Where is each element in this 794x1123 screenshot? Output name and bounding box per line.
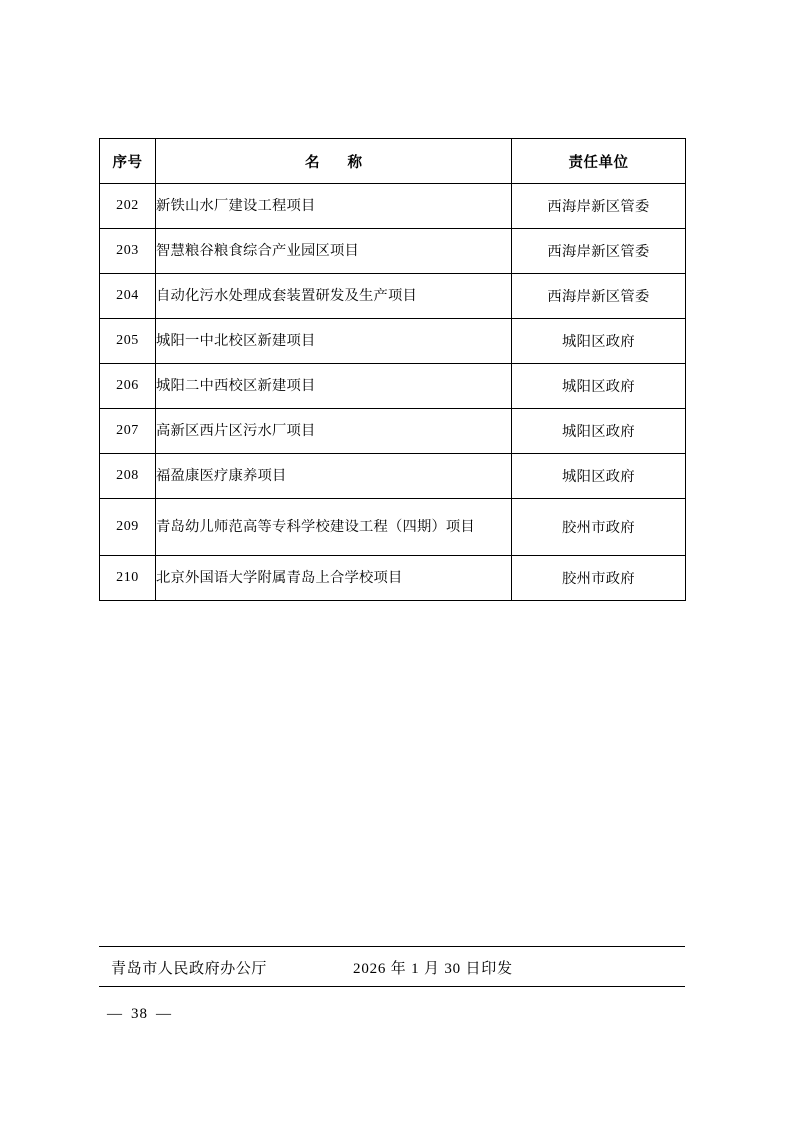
document-footer: [99, 950, 685, 984]
table-row: [100, 364, 686, 409]
cell-name: 城阳一中北校区新建项目: [156, 319, 512, 364]
cell-no: 206: [100, 364, 156, 409]
table-body: [100, 184, 686, 601]
column-header-name-part1: 名: [305, 154, 320, 171]
column-header-unit: 责任单位: [512, 139, 686, 184]
page-number-value: 38: [131, 1006, 148, 1022]
cell-no: 207: [100, 409, 156, 454]
table-header-row: [100, 139, 686, 184]
cell-no: 204: [100, 274, 156, 319]
page-number-dash-left: —: [107, 1006, 123, 1022]
cell-no: 202: [100, 184, 156, 229]
page-number-dash-right: —: [156, 1006, 172, 1022]
cell-unit: 西海岸新区管委: [512, 274, 686, 319]
column-header-name-part2: 称: [347, 154, 362, 171]
column-header-no: 序号: [100, 139, 156, 184]
projects-table: [99, 138, 686, 601]
page-number: [99, 1006, 299, 1023]
cell-name: 新铁山水厂建设工程项目: [156, 184, 512, 229]
cell-no: 210: [100, 556, 156, 601]
cell-unit: 城阳区政府: [512, 409, 686, 454]
cell-unit: 胶州市政府: [512, 499, 686, 556]
cell-no: 208: [100, 454, 156, 499]
cell-unit: 西海岸新区管委: [512, 184, 686, 229]
cell-unit: 西海岸新区管委: [512, 229, 686, 274]
table-header: [100, 139, 686, 184]
table-row: [100, 184, 686, 229]
cell-name: 自动化污水处理成套装置研发及生产项目: [156, 274, 512, 319]
table-row: [100, 409, 686, 454]
cell-no: 205: [100, 319, 156, 364]
table-row: [100, 499, 686, 556]
table-row: [100, 229, 686, 274]
cell-name: 北京外国语大学附属青岛上合学校项目: [156, 556, 512, 601]
cell-name: 城阳二中西校区新建项目: [156, 364, 512, 409]
cell-unit: 城阳区政府: [512, 364, 686, 409]
table-row: [100, 454, 686, 499]
footer-top-divider: [99, 946, 685, 947]
footer-date: 2026 年 1 月 30 日印发: [353, 960, 513, 977]
cell-name: 青岛幼儿师范高等专科学校建设工程（四期）项目: [156, 499, 512, 556]
cell-name: 智慧粮谷粮食综合产业园区项目: [156, 229, 512, 274]
column-header-name: [156, 139, 512, 184]
table-row: [100, 556, 686, 601]
footer-bottom-divider: [99, 986, 685, 987]
cell-no: 203: [100, 229, 156, 274]
cell-unit: 城阳区政府: [512, 319, 686, 364]
cell-unit: 城阳区政府: [512, 454, 686, 499]
cell-name: 福盈康医疗康养项目: [156, 454, 512, 499]
table-row: [100, 274, 686, 319]
cell-no: 209: [100, 499, 156, 556]
cell-unit: 胶州市政府: [512, 556, 686, 601]
cell-name: 高新区西片区污水厂项目: [156, 409, 512, 454]
footer-issuer: 青岛市人民政府办公厅: [111, 960, 268, 977]
projects-table-container: [99, 138, 685, 601]
table-row: [100, 319, 686, 364]
